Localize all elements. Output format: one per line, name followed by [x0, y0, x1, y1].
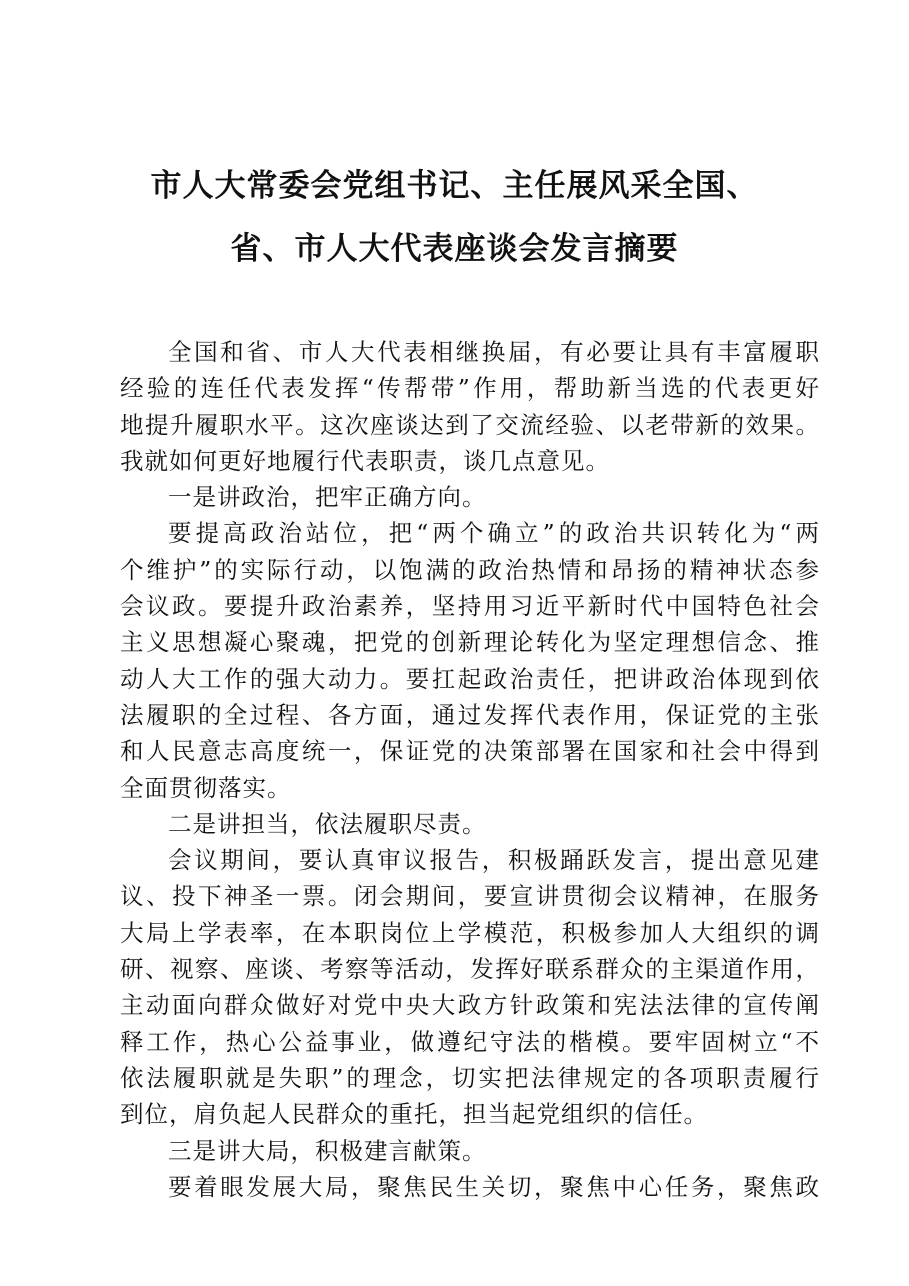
body-line: 到位，肩负起人民群众的重托，担当起党组织的信任。	[120, 1100, 708, 1129]
body-line: 主义思想凝心聚魂，把党的创新理论转化为坚定理想信念、推	[120, 628, 820, 657]
document-body	[120, 334, 820, 1205]
document-title-line-2: 省、市人大代表座谈会发言摘要	[230, 231, 679, 267]
body-line: 议、投下神圣一票。闭会期间，要宣讲贯彻会议精神，在服务	[120, 882, 820, 911]
body-line: 全面贯彻落实。	[120, 773, 292, 802]
body-line: 个维护”的实际行动，以饱满的政治热情和昂扬的精神状态参	[120, 555, 820, 584]
body-line: 大局上学表率，在本职岗位上学模范，积极参加人大组织的调	[120, 918, 820, 947]
body-line: 要着眼发展大局，聚焦民生关切，聚焦中心任务，聚焦政	[168, 1172, 820, 1201]
body-line: 主动面向群众做好对党中央大政方针政策和宪法法律的宣传阐	[120, 991, 820, 1020]
section-heading: 三是讲大局，积极建言献策。	[168, 1136, 487, 1165]
body-line: 释工作，热心公益事业，做遵纪守法的楷模。要牢固树立“不	[120, 1027, 820, 1056]
body-line: 经验的连任代表发挥“传帮带”作用，帮助新当选的代表更好	[120, 374, 820, 403]
document-title-line-1: 市人大常委会党组书记、主任展风采全国、	[150, 168, 759, 204]
body-line: 地提升履职水平。这次座谈达到了交流经验、以老带新的效果。	[120, 410, 820, 439]
section-heading: 一是讲政治，把牢正确方向。	[168, 483, 487, 512]
body-line: 会议政。要提升政治素养，坚持用习近平新时代中国特色社会	[120, 592, 820, 621]
body-line: 研、视察、座谈、考察等活动，发挥好联系群众的主渠道作用，	[120, 955, 820, 984]
body-line: 和人民意志高度统一，保证党的决策部署在国家和社会中得到	[120, 737, 820, 766]
body-line: 会议期间，要认真审议报告，积极踊跃发言，提出意见建	[168, 846, 820, 875]
body-line: 要提高政治站位，把“两个确立”的政治共识转化为“两	[168, 519, 820, 548]
body-line: 动人大工作的强大动力。要扛起政治责任，把讲政治体现到依	[120, 664, 820, 693]
body-line: 依法履职就是失职”的理念，切实把法律规定的各项职责履行	[120, 1063, 820, 1092]
body-line: 我就如何更好地履行代表职责，谈几点意见。	[120, 446, 610, 475]
body-line: 全国和省、市人大代表相继换届，有必要让具有丰富履职	[168, 338, 820, 366]
section-heading: 二是讲担当，依法履职尽责。	[168, 809, 487, 838]
body-line: 法履职的全过程、各方面，通过发挥代表作用，保证党的主张	[120, 700, 820, 729]
